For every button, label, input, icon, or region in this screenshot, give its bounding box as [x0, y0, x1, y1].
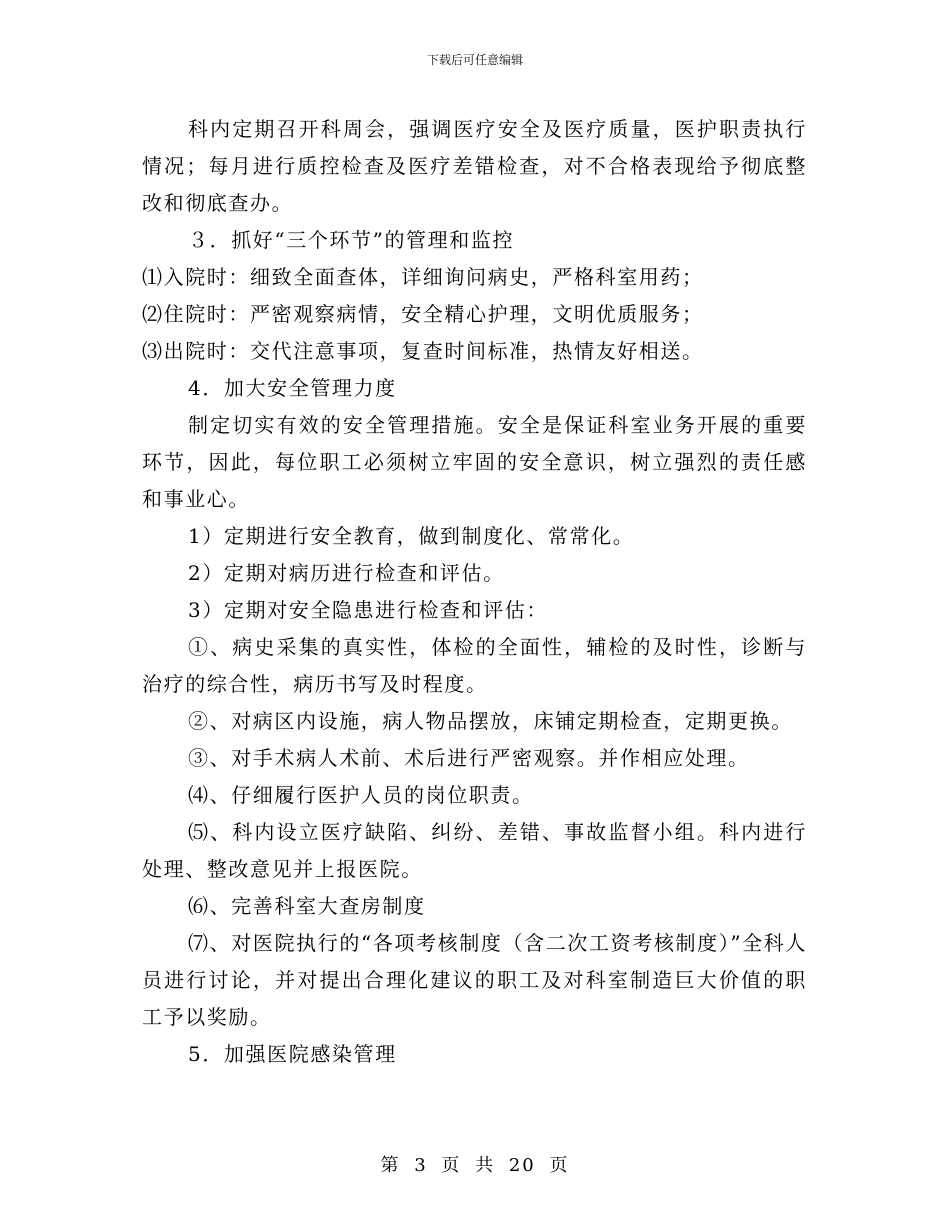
list-item-record-review: 2）定期对病历进行检查和评估。	[188, 561, 505, 585]
list-item-discharge: ⑶出院时：交代注意事项，复查时间标准，热情友好相送。	[142, 339, 704, 363]
paragraph-weekly-meeting: 科内定期召开科周会，强调医疗安全及医疗质量，医护职责执行情况；每月进行质控检查及医疗差错检查，对不合格表现给予彻底整改和彻底查办。	[142, 117, 807, 215]
page-header: 下载后可任意编辑	[426, 53, 523, 67]
heading-infection-control: 5．加强医院感染管理	[188, 1042, 397, 1066]
sub-item-duties: ⑷、仔细履行医护人员的岗位职责。	[188, 783, 534, 807]
paragraph-safety-measures: 制定切实有效的安全管理措施。安全是保证科室业务开展的重要环节，因此，每位职工必须树立牢固的安全意识，树立强烈的责任感和事业心。	[142, 413, 807, 511]
sub-item-surgery-observation: ③、对手术病人术前、术后进行严密观察。并作相应处理。	[188, 746, 750, 770]
heading-three-links: ３．抓好“三个环节”的管理和监控	[188, 228, 515, 252]
list-item-hazard-check: 3）定期对安全隐患进行检查和评估：	[188, 598, 548, 622]
sub-item-ward-rounds: ⑹、完善科室大查房制度	[188, 894, 426, 918]
sub-item-assessment: ⑺、对医院执行的“各项考核制度（含二次工资考核制度）”全科人员进行讨论，并对提出合理化建议的职工及对科室制造巨大价值的职工予以奖励。	[142, 931, 807, 1029]
list-item-hospitalization: ⑵住院时：严密观察病情，安全精心护理，文明优质服务；	[142, 302, 704, 326]
sub-item-ward-facilities: ②、对病区内设施，病人物品摆放，床铺定期检查，定期更换。	[188, 709, 793, 733]
list-item-safety-education: 1）定期进行安全教育，做到制度化、常常化。	[188, 524, 635, 548]
sub-item-history-taking: ①、病史采集的真实性，体检的全面性，辅检的及时性，诊断与治疗的综合性，病历书写及时程度。	[142, 635, 807, 696]
heading-safety-management: 4．加大安全管理力度	[188, 376, 397, 400]
list-item-admission: ⑴入院时：细致全面查体，详细询问病史，严格科室用药；	[142, 265, 704, 289]
page-number: 第 3 页 共 20 页	[380, 1155, 570, 1176]
document-body	[142, 111, 807, 1073]
sub-item-supervision-group: ⑸、科内设立医疗缺陷、纠纷、差错、事故监督小组。科内进行处理、整改意见并上报医院。	[142, 820, 807, 881]
